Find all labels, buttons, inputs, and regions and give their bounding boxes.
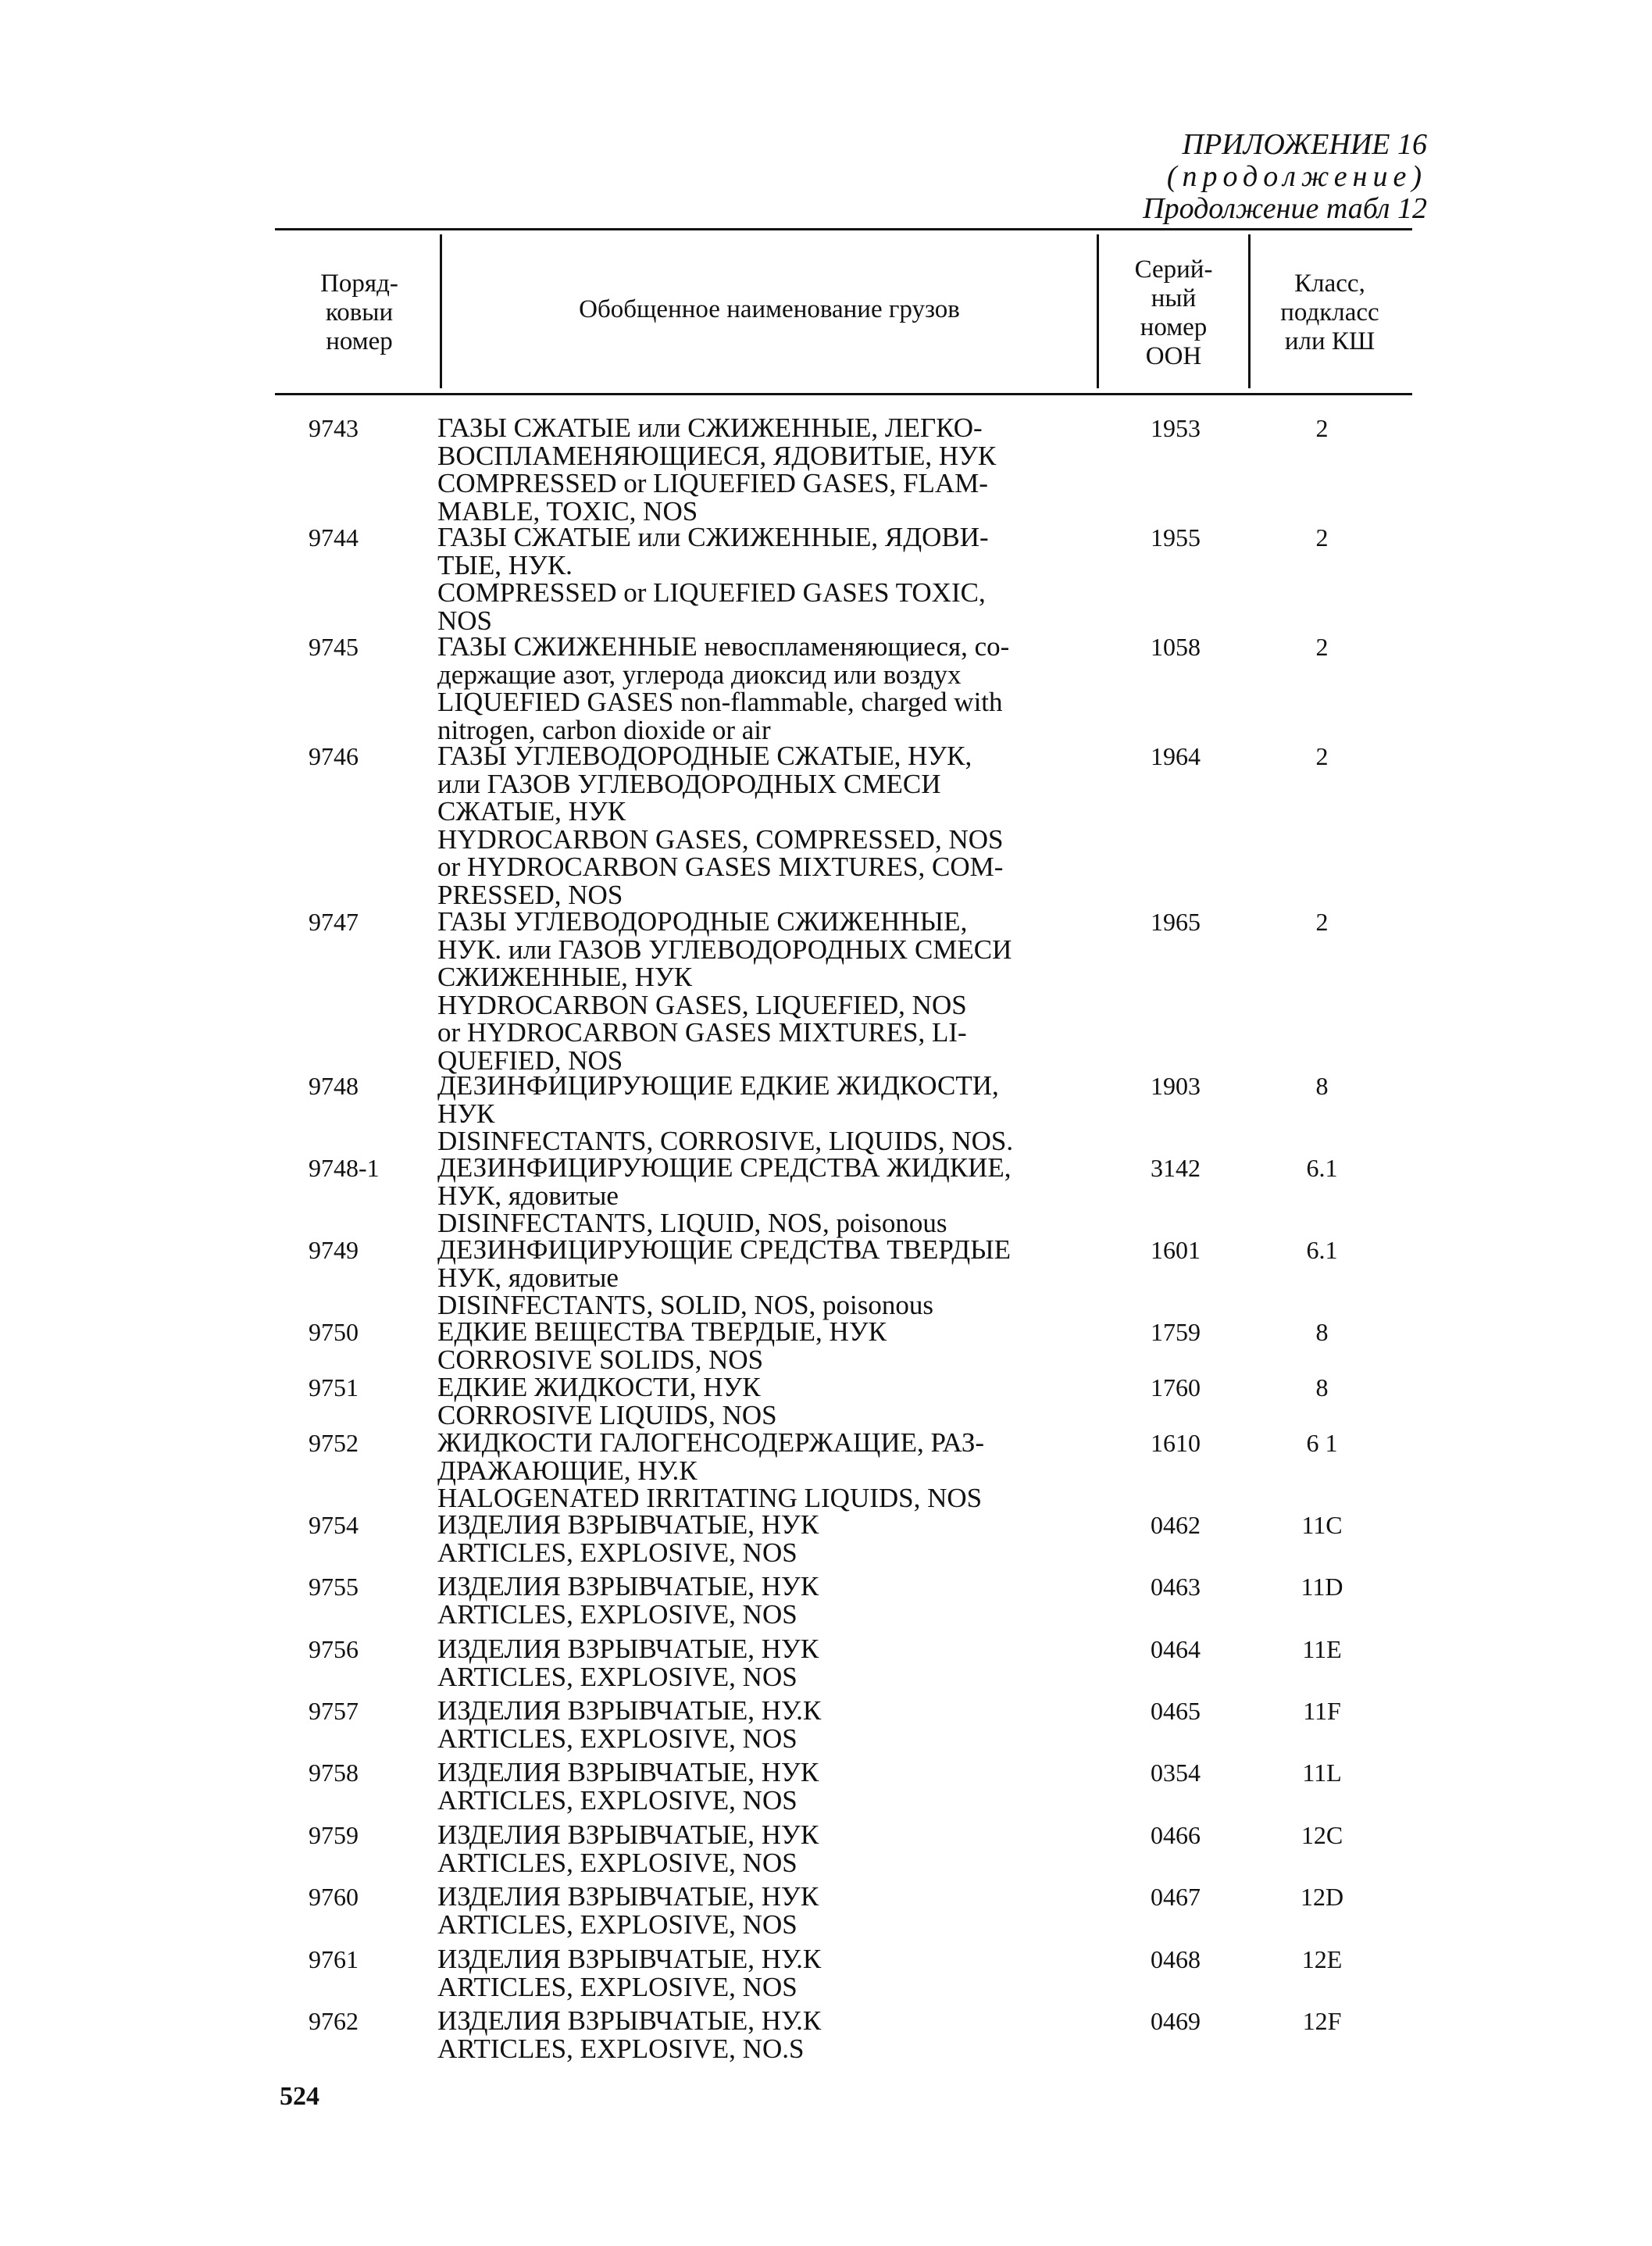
un-number: 0466 [1151, 1821, 1201, 1849]
header-order-number-line: Поряд- [320, 270, 398, 298]
page-heading [1143, 129, 1427, 225]
order-number: 9759 [309, 1821, 359, 1849]
order-number: 9757 [309, 1697, 359, 1725]
cargo-name-line: ГАЗЫ СЖИЖЕННЫЕ невоспламеняющиеся, со- [437, 631, 1010, 662]
hazard-class: 12F [1302, 2007, 1342, 2035]
cargo-name [437, 1697, 1101, 1752]
cargo-name-line: ВОСПЛАМЕНЯЮЩИЕСЯ, ЯДОВИТЫЕ, НУК [437, 440, 997, 471]
cargo-name [437, 1318, 1101, 1373]
cargo-name [437, 1635, 1101, 1691]
cargo-name-line: nitrogen, carbon dioxide or air [437, 714, 771, 745]
un-number: 0463 [1151, 1573, 1201, 1601]
cargo-name-line: ЖИДКОСТИ ГАЛОГЕНСОДЕРЖАЩИЕ, РАЗ- [437, 1427, 985, 1458]
un-number: 1953 [1151, 414, 1201, 442]
cargo-name-line: ГАЗЫ УГЛЕВОДОРОДНЫЕ СЖИЖЕННЫЕ, [437, 906, 968, 937]
cargo-name [437, 414, 1101, 525]
order-number: 9762 [309, 2007, 359, 2035]
un-number: 1760 [1151, 1373, 1201, 1402]
cargo-name [437, 1945, 1101, 2001]
cargo-name [437, 2007, 1101, 2062]
un-number: 1601 [1151, 1236, 1201, 1264]
hazard-class: 6.1 [1306, 1154, 1338, 1182]
cargo-name-line: ARTICLES, EXPLOSIVE, NOS [437, 1598, 797, 1630]
un-number: 0467 [1151, 1883, 1201, 1911]
cargo-name-line: ARTICLES, EXPLOSIVE, NO.S [437, 2033, 805, 2064]
header-class-line: Класс, [1294, 270, 1365, 298]
cargo-name [437, 1821, 1101, 1876]
cargo-name-line: MABLE, TOXIC, NOS [437, 495, 698, 527]
cargo-name [437, 1236, 1101, 1319]
cargo-name-line: ИЗДЕЛИЯ ВЗРЫВЧАТЫЕ, НУК [437, 1819, 819, 1850]
order-number: 9747 [309, 908, 359, 936]
cargo-name-line: ДЕЗИНФИЦИРУЮЩИЕ СРЕДСТВА ТВЕРДЫЕ [437, 1234, 1011, 1265]
hazard-class: 2 [1315, 414, 1329, 442]
header-order-number-line: номер [326, 327, 393, 355]
header-un-number-line: ный [1151, 284, 1197, 312]
cargo-name-line: ИЗДЕЛИЯ ВЗРЫВЧАТЫЕ, НУ.К [437, 1695, 822, 1726]
cargo-name-line: НУК [437, 1098, 495, 1129]
order-number: 9754 [309, 1511, 359, 1539]
cargo-name-line: ИЗДЕЛИЯ ВЗРЫВЧАТЫЕ, НУК [437, 1571, 819, 1601]
cargo-name-line: ARTICLES, EXPLOSIVE, NOS [437, 1971, 797, 2002]
un-number: 0468 [1151, 1945, 1201, 1973]
header-un-number-line: номер [1140, 313, 1208, 341]
cargo-name [437, 633, 1101, 744]
cargo-name-line: ДЕЗИНФИЦИРУЮЩИЕ ЕДКИЕ ЖИДКОСТИ, [437, 1070, 999, 1101]
cargo-name-line: LIQUEFIED GASES non-flammable, charged with [437, 687, 1003, 717]
cargo-name [437, 1154, 1101, 1237]
cargo-name-line: CORROSIVE LIQUIDS, NOS [437, 1399, 777, 1430]
cargo-name-line: COMPRESSED or LIQUEFIED GASES TOXIC, [437, 577, 986, 608]
cargo-name-line: держащие азот, углерода диоксид или воздух [437, 659, 962, 690]
cargo-name [437, 742, 1101, 909]
cargo-name-line: ГАЗЫ СЖАТЫЕ или СЖИЖЕННЫЕ, ЛЕГКО- [437, 412, 983, 443]
cargo-name-line: DISINFECTANTS, LIQUID, NOS, poisonous [437, 1208, 947, 1238]
hazard-class: 2 [1315, 523, 1329, 552]
header-class [1258, 270, 1402, 356]
header-un-number [1105, 255, 1242, 371]
un-number: 1903 [1151, 1072, 1201, 1100]
cargo-name-line: ИЗДЕЛИЯ ВЗРЫВЧАТЫЕ, НУК [437, 1881, 819, 1912]
un-number: 1610 [1151, 1429, 1201, 1457]
hazard-class: 8 [1315, 1373, 1329, 1402]
order-number: 9748-1 [309, 1154, 380, 1182]
header-order-number [293, 270, 426, 356]
hazard-class: 11F [1303, 1697, 1341, 1725]
hazard-class: 2 [1315, 633, 1329, 661]
cargo-name-line: ARTICLES, EXPLOSIVE, NOS [437, 1784, 797, 1816]
un-number: 0464 [1151, 1635, 1201, 1663]
header-un-number-line: ООН [1145, 342, 1202, 370]
order-number: 9748 [309, 1072, 359, 1100]
cargo-name-line: ARTICLES, EXPLOSIVE, NOS [437, 1909, 797, 1940]
order-number: 9750 [309, 1318, 359, 1346]
un-number: 0462 [1151, 1511, 1201, 1539]
cargo-name-line: ЕДКИЕ ЖИДКОСТИ, НУК [437, 1372, 761, 1402]
header-class-line: или КШ [1284, 327, 1375, 355]
column-divider-1 [440, 234, 442, 388]
order-number: 9749 [309, 1236, 359, 1264]
column-divider-2 [1097, 234, 1099, 388]
hazard-class: 8 [1315, 1318, 1329, 1346]
cargo-name-line: HYDROCARBON GASES, LIQUEFIED, NOS [437, 989, 967, 1020]
cargo-name-line: ARTICLES, EXPLOSIVE, NOS [437, 1847, 797, 1878]
cargo-name-line: ИЗДЕЛИЯ ВЗРЫВЧАТЫЕ, НУК [437, 1634, 819, 1664]
order-number: 9755 [309, 1573, 359, 1601]
cargo-name-line: ARTICLES, EXPLOSIVE, NOS [437, 1537, 797, 1568]
cargo-name-line: ИЗДЕЛИЯ ВЗРЫВЧАТЫЕ, НУК [437, 1757, 819, 1787]
hazard-class: 8 [1315, 1072, 1329, 1100]
cargo-name [437, 908, 1101, 1074]
cargo-name-line: ARTICLES, EXPLOSIVE, NOS [437, 1661, 797, 1692]
table-continuation-label: Продолжение табл 12 [1143, 192, 1427, 225]
cargo-name-line: CORROSIVE SOLIDS, NOS [437, 1344, 764, 1375]
cargo-name-line: ЕДКИЕ ВЕЩЕСТВА ТВЕРДЫЕ, НУК [437, 1316, 887, 1347]
un-number: 0354 [1151, 1759, 1201, 1787]
cargo-name-line: или ГАЗОВ УГЛЕВОДОРОДНЫХ СМЕСИ [437, 768, 941, 799]
header-order-number-line: ковыи [325, 298, 394, 327]
hazard-class: 11L [1302, 1759, 1342, 1787]
un-number: 1965 [1151, 908, 1201, 936]
appendix-title: ПРИЛОЖЕНИЕ 16 [1182, 128, 1427, 161]
cargo-name-line: DISINFECTANTS, SOLID, NOS, poisonous [437, 1290, 934, 1320]
header-bottom-rule [275, 393, 1412, 395]
un-number: 0469 [1151, 2007, 1201, 2035]
hazard-class: 11E [1302, 1635, 1342, 1663]
order-number: 9745 [309, 633, 359, 661]
un-number: 1759 [1151, 1318, 1201, 1346]
un-number: 0465 [1151, 1697, 1201, 1725]
cargo-name-line: COMPRESSED or LIQUEFIED GASES, FLAM- [437, 468, 988, 498]
cargo-name-line: ARTICLES, EXPLOSIVE, NOS [437, 1723, 797, 1754]
order-number: 9760 [309, 1883, 359, 1911]
order-number: 9761 [309, 1945, 359, 1973]
hazard-class: 6.1 [1306, 1236, 1338, 1264]
hazard-class: 11D [1301, 1573, 1343, 1601]
hazard-class: 2 [1315, 742, 1329, 770]
cargo-name-line: НУК, ядовитые [437, 1180, 619, 1211]
header-class-line: подкласс [1280, 298, 1379, 327]
cargo-name [437, 1759, 1101, 1814]
order-number: 9744 [309, 523, 359, 552]
cargo-name-line: or HYDROCARBON GASES MIXTURES, LI- [437, 1017, 967, 1048]
cargo-name-line: НУК. или ГАЗОВ УГЛЕВОДОРОДНЫХ СМЕСИ [437, 934, 1012, 965]
cargo-name [437, 1573, 1101, 1628]
cargo-name-line: QUEFIED, NOS [437, 1044, 623, 1076]
hazard-class: 12E [1301, 1945, 1343, 1973]
cargo-name-line: ДРАЖАЮЩИЕ, НУ.К [437, 1455, 698, 1486]
cargo-name-line: ГАЗЫ СЖАТЫЕ или СЖИЖЕННЫЕ, ЯДОВИ- [437, 522, 989, 552]
table-top-rule [275, 228, 1412, 230]
cargo-name-line: NOS [437, 605, 493, 636]
un-number: 1964 [1151, 742, 1201, 770]
cargo-name-line: HALOGENATED IRRITATING LIQUIDS, NOS [437, 1483, 983, 1513]
cargo-name [437, 1072, 1101, 1155]
cargo-name [437, 1373, 1101, 1429]
order-number: 9743 [309, 414, 359, 442]
order-number: 9756 [309, 1635, 359, 1663]
cargo-name-line: ТЫЕ, НУК. [437, 549, 573, 580]
cargo-name [437, 1511, 1101, 1566]
order-number: 9758 [309, 1759, 359, 1787]
hazard-class: 6 1 [1306, 1429, 1338, 1457]
order-number: 9752 [309, 1429, 359, 1457]
cargo-name-line: PRESSED, NOS [437, 879, 623, 910]
page-number: 524 [280, 2082, 319, 2111]
continued-label: (продолжение) [1166, 160, 1427, 193]
cargo-name-line: HYDROCARBON GASES, COMPRESSED, NOS [437, 823, 1004, 855]
order-number: 9751 [309, 1373, 359, 1402]
header-un-number-line: Серий- [1134, 255, 1213, 284]
hazard-class: 12C [1301, 1821, 1343, 1849]
cargo-name-line: НУК, ядовитые [437, 1262, 619, 1293]
header-cargo-name: Обобщенное наименование грузов [579, 295, 960, 323]
cargo-name-line: ГАЗЫ УГЛЕВОДОРОДНЫЕ СЖАТЫЕ, НУК, [437, 741, 972, 771]
cargo-name-line: or HYDROCARBON GASES MIXTURES, COM- [437, 852, 1004, 882]
cargo-name-line: DISINFECTANTS, CORROSIVE, LIQUIDS, NOS. [437, 1126, 1014, 1156]
hazard-class: 11C [1301, 1511, 1343, 1539]
un-number: 1955 [1151, 523, 1201, 552]
cargo-name [437, 523, 1101, 634]
column-divider-3 [1248, 234, 1251, 388]
cargo-name-line: ИЗДЕЛИЯ ВЗРЫВЧАТЫЕ, НУ.К [437, 1944, 822, 1974]
un-number: 3142 [1151, 1154, 1201, 1182]
cargo-name [437, 1429, 1101, 1512]
cargo-name-line: СЖАТЫЕ, НУК [437, 796, 626, 827]
cargo-name-line: ИЗДЕЛИЯ ВЗРЫВЧАТЫЕ, НУК [437, 1509, 819, 1540]
cargo-name-line: СЖИЖЕННЫЕ, НУК [437, 962, 693, 992]
hazard-class: 12D [1300, 1883, 1344, 1911]
hazard-class: 2 [1315, 908, 1329, 936]
cargo-name [437, 1883, 1101, 1938]
cargo-name-line: ДЕЗИНФИЦИРУЮЩИЕ СРЕДСТВА ЖИДКИЕ, [437, 1152, 1012, 1183]
order-number: 9746 [309, 742, 359, 770]
un-number: 1058 [1151, 633, 1201, 661]
cargo-name-line: ИЗДЕЛИЯ ВЗРЫВЧАТЫЕ, НУ.К [437, 2005, 822, 2036]
